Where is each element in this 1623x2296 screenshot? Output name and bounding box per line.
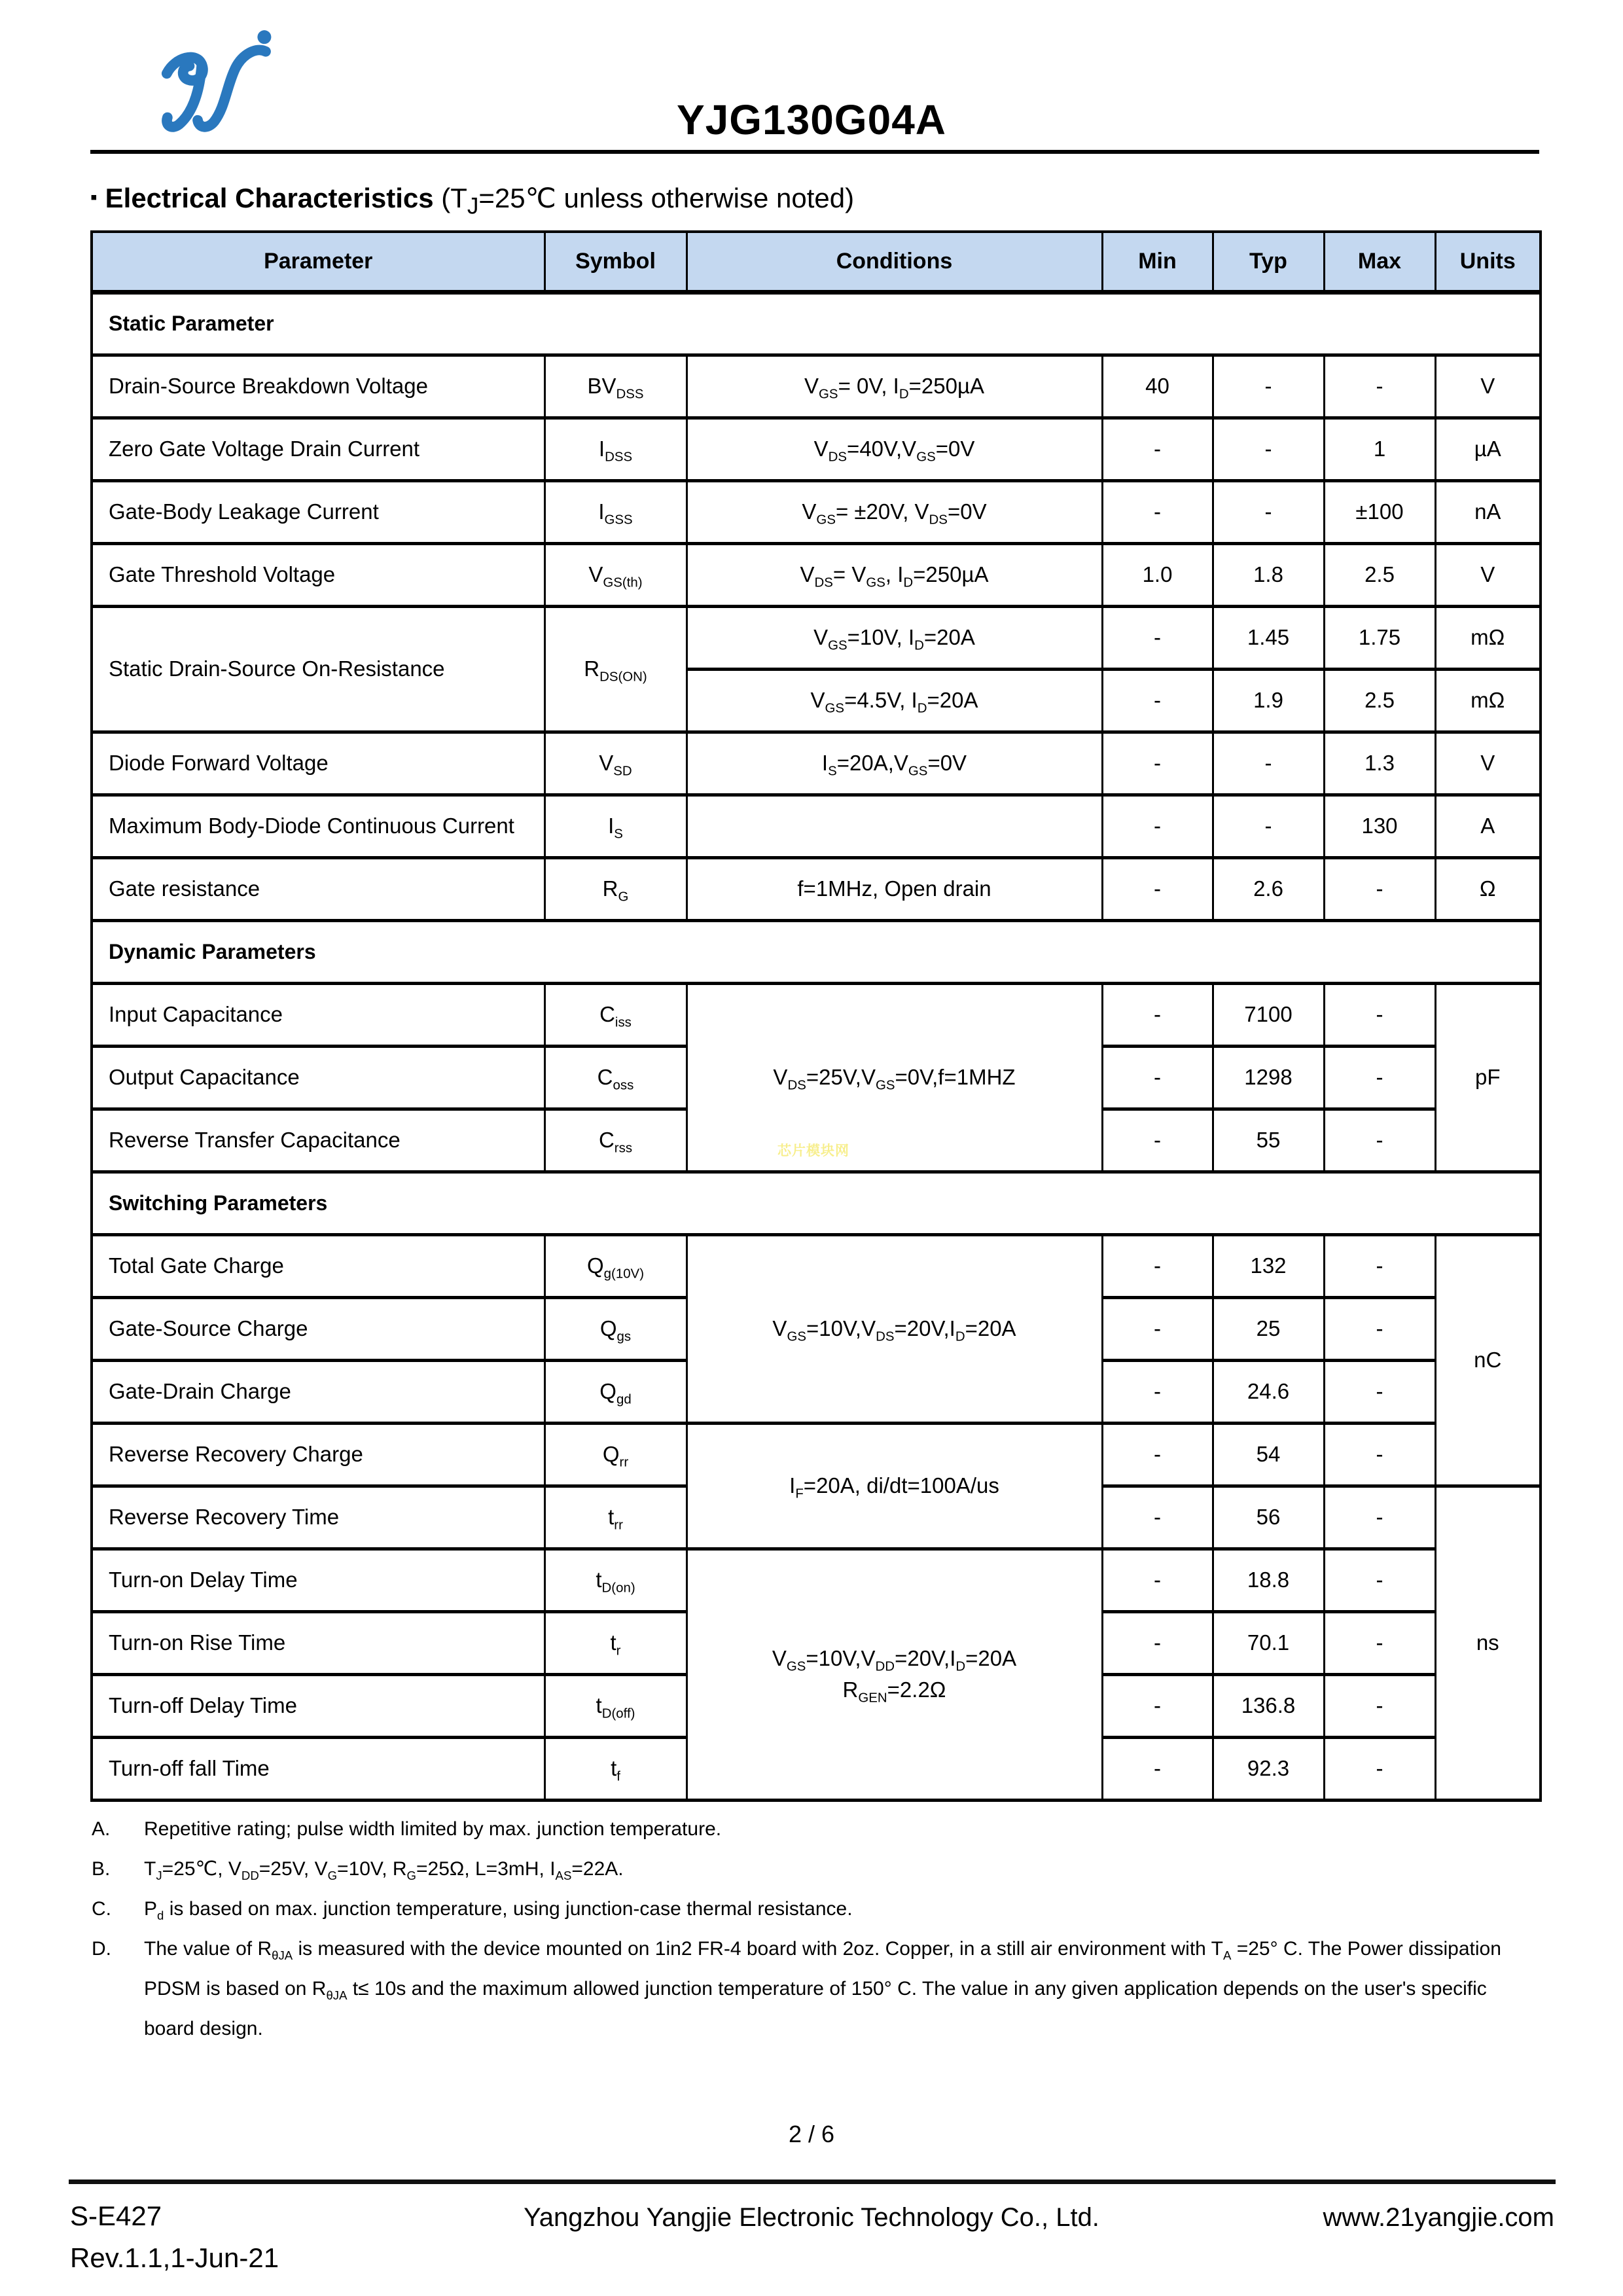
table-row [92, 1234, 1541, 1297]
units-cell: µA [1435, 418, 1541, 480]
parameter-cell: Zero Gate Voltage Drain Current [92, 418, 544, 480]
conditions-cell: $V_{GS}=4.5V$, $I_D=20A$ [687, 669, 1102, 732]
note-item [92, 1929, 1539, 2049]
typ-cell: 2.6 [1213, 857, 1324, 920]
min-cell: - [1102, 732, 1213, 795]
parameter-cell: Maximum Body-Diode Continuous Current [92, 795, 544, 857]
typ-cell: - [1213, 418, 1324, 480]
note-item [92, 1889, 1539, 1929]
page-title: YJG130G04A [676, 96, 947, 143]
symbol-cell: $V_{SD}$ [544, 732, 687, 795]
min-cell: - [1102, 606, 1213, 669]
max-cell: 130 [1324, 795, 1435, 857]
footer-doc-code: S-E427 [70, 2200, 162, 2231]
page-number: 2 / 6 [788, 2121, 835, 2147]
typ-cell: 92.3 [1213, 1737, 1324, 1800]
typ-cell: - [1213, 795, 1324, 857]
min-cell: 1.0 [1102, 543, 1213, 606]
group-row-static [92, 292, 1541, 355]
parameter-cell: Gate-Body Leakage Current [92, 480, 544, 543]
typ-cell: - [1213, 732, 1324, 795]
min-cell: - [1102, 1046, 1213, 1109]
min-cell: - [1102, 1674, 1213, 1737]
group-row-switching [92, 1172, 1541, 1234]
table-row [92, 480, 1541, 543]
table-row [92, 606, 1541, 669]
symbol-cell: $t_r$ [544, 1611, 687, 1674]
min-cell: - [1102, 1737, 1213, 1800]
units-cell: nA [1435, 480, 1541, 543]
typ-cell: 25 [1213, 1297, 1324, 1360]
min-cell: - [1102, 857, 1213, 920]
symbol-cell: $I_S$ [544, 795, 687, 857]
table-row [92, 543, 1541, 606]
parameter-cell: Reverse Recovery Time [92, 1486, 544, 1549]
min-cell: - [1102, 795, 1213, 857]
units-cell: A [1435, 795, 1541, 857]
table-row [92, 1423, 1541, 1486]
typ-cell: 1298 [1213, 1046, 1324, 1109]
symbol-cell: $I_{DSS}$ [544, 418, 687, 480]
max-cell: - [1324, 1360, 1435, 1423]
parameter-cell: Turn-on Delay Time [92, 1549, 544, 1611]
typ-cell: 54 [1213, 1423, 1324, 1486]
max-cell: - [1324, 1674, 1435, 1737]
column-header-units: Units [1435, 232, 1541, 292]
conditions-cell: $V_{DS}= V_{GS}$, $I_D=250\mu A$ [687, 543, 1102, 606]
units-cell: Ω [1435, 857, 1541, 920]
parameter-cell: Reverse Transfer Capacitance [92, 1109, 544, 1172]
min-cell: - [1102, 1297, 1213, 1360]
table-row [92, 795, 1541, 857]
parameter-cell: Gate Threshold Voltage [92, 543, 544, 606]
note-letter: A. [92, 1818, 111, 1840]
max-cell: - [1324, 355, 1435, 418]
parameter-cell: Total Gate Charge [92, 1234, 544, 1297]
typ-cell: 18.8 [1213, 1549, 1324, 1611]
conditions-cell: $V_{DS}=40V,V_{GS}=0V$ [687, 418, 1102, 480]
symbol-cell: $Q_{gs}$ [544, 1297, 687, 1360]
symbol-cell: $t_{rr}$ [544, 1486, 687, 1549]
parameter-cell: Drain-Source Breakdown Voltage [92, 355, 544, 418]
table-row [92, 355, 1541, 418]
max-cell: - [1324, 1737, 1435, 1800]
min-cell: - [1102, 1423, 1213, 1486]
units-cell: ns [1435, 1486, 1541, 1800]
parameter-cell: Turn-off fall Time [92, 1737, 544, 1800]
notes-section [92, 1809, 1539, 2049]
max-cell: - [1324, 1549, 1435, 1611]
units-cell: mΩ [1435, 669, 1541, 732]
symbol-cell: $t_{D(on)}$ [544, 1549, 687, 1611]
max-cell: - [1324, 1423, 1435, 1486]
symbol-cell: $Q_{g(10V)}$ [544, 1234, 687, 1297]
max-cell: ±100 [1324, 480, 1435, 543]
symbol-cell: $BV_{DSS}$ [544, 355, 687, 418]
table-row [92, 857, 1541, 920]
min-cell: - [1102, 418, 1213, 480]
table-row [92, 1549, 1541, 1611]
typ-cell: 56 [1213, 1486, 1324, 1549]
symbol-cell: $Q_{gd}$ [544, 1360, 687, 1423]
parameter-cell: Turn-on Rise Time [92, 1611, 544, 1674]
conditions-cell: $I_F=20A$, di/dt=100A/us [687, 1423, 1102, 1549]
note-text: $T_J=25℃$, $V_{DD}=25V$, $V_G=10V$, $R_G=25\Omega$, L=3mH, $I_{AS}=22A$. [144, 1858, 624, 1882]
max-cell: - [1324, 857, 1435, 920]
conditions-line: $R_{GEN}=2.2\Omega$ [842, 1677, 946, 1706]
parameter-cell: Gate resistance [92, 857, 544, 920]
typ-cell: 136.8 [1213, 1674, 1324, 1737]
section-heading [90, 182, 1539, 219]
group-label: Dynamic Parameters [92, 920, 1541, 983]
max-cell: - [1324, 983, 1435, 1046]
max-cell: 1.75 [1324, 606, 1435, 669]
typ-cell: 55 [1213, 1109, 1324, 1172]
max-cell: - [1324, 1109, 1435, 1172]
watermark: 芯片模块网 [777, 1143, 849, 1158]
footer-rule [69, 2179, 1556, 2184]
typ-cell: 70.1 [1213, 1611, 1324, 1674]
electrical-characteristics-table [90, 230, 1542, 1802]
typ-cell: 1.9 [1213, 669, 1324, 732]
max-cell: 2.5 [1324, 669, 1435, 732]
table-row [92, 418, 1541, 480]
typ-cell: - [1213, 355, 1324, 418]
conditions-cell [687, 1549, 1102, 1800]
units-cell: pF [1435, 983, 1541, 1172]
max-cell: 1.3 [1324, 732, 1435, 795]
max-cell: - [1324, 1046, 1435, 1109]
table-row [92, 732, 1541, 795]
note-text: Repetitive rating; pulse width limited by max. junction temperature. [144, 1818, 722, 1840]
max-cell: 1 [1324, 418, 1435, 480]
min-cell: - [1102, 480, 1213, 543]
typ-cell: 24.6 [1213, 1360, 1324, 1423]
note-item [92, 1809, 1539, 1849]
column-header-parameter: Parameter [92, 232, 544, 292]
symbol-cell: $Q_{rr}$ [544, 1423, 687, 1486]
typ-cell: 7100 [1213, 983, 1324, 1046]
symbol-cell: $I_{GSS}$ [544, 480, 687, 543]
typ-cell: 132 [1213, 1234, 1324, 1297]
typ-cell: 1.8 [1213, 543, 1324, 606]
units-cell: nC [1435, 1234, 1541, 1486]
min-cell: - [1102, 1486, 1213, 1549]
section-subtitle: ($T_J=25℃$ unless otherwise noted) [433, 183, 855, 219]
max-cell: 2.5 [1324, 543, 1435, 606]
min-cell: - [1102, 983, 1213, 1046]
conditions-cell: $V_{GS}= 0V$, $I_D=250\mu A$ [687, 355, 1102, 418]
parameter-cell: Output Capacitance [92, 1046, 544, 1109]
column-header-min: Min [1102, 232, 1213, 292]
parameter-cell: Turn-off Delay Time [92, 1674, 544, 1737]
min-cell: - [1102, 669, 1213, 732]
symbol-cell: $t_f$ [544, 1737, 687, 1800]
column-header-max: Max [1324, 232, 1435, 292]
min-cell: - [1102, 1109, 1213, 1172]
conditions-cell: $I_S=20A,V_{GS}=0V$ [687, 732, 1102, 795]
min-cell: - [1102, 1611, 1213, 1674]
note-text: The value of $R_{\theta JA}$ is measured with the device mounted on 1in2 FR-4 board with 2oz. Copper, in a still air environment with $T_A =25^\circ$ C. The Power dissipation PDSM is based on $R_{\theta JA}$ t≤ 10s and the maximum allowed junction temperature of 150° C. The value in any given application depends on the user's specific board design. [144, 1938, 1501, 2039]
symbol-cell: $C_{rss}$ [544, 1109, 687, 1172]
column-header-typ: Typ [1213, 232, 1324, 292]
group-label: Switching Parameters [92, 1172, 1541, 1234]
header-rule [90, 150, 1539, 154]
note-text: $P_d$ is based on max. junction temperature, using junction-case thermal resistance. [144, 1898, 853, 1922]
max-cell: - [1324, 1486, 1435, 1549]
typ-cell: - [1213, 480, 1324, 543]
symbol-cell: $C_{iss}$ [544, 983, 687, 1046]
max-cell: - [1324, 1297, 1435, 1360]
symbol-cell: $R_{DS(ON)}$ [544, 606, 687, 732]
note-letter: B. [92, 1858, 111, 1880]
note-item [92, 1849, 1539, 1889]
footer-company-name: Yangzhou Yangjie Electronic Technology Co., Ltd. [524, 2203, 1099, 2232]
parameter-cell: Input Capacitance [92, 983, 544, 1046]
parameter-cell: Diode Forward Voltage [92, 732, 544, 795]
section-title: Electrical Characteristics [105, 183, 434, 213]
conditions-cell: $V_{GS}= \pm 20V$, $V_{DS}=0V$ [687, 480, 1102, 543]
column-header-conditions: Conditions [687, 232, 1102, 292]
section-bullet: ▪ [90, 187, 98, 208]
note-letter: C. [92, 1898, 111, 1920]
symbol-cell: $C_{oss}$ [544, 1046, 687, 1109]
footer-website-link[interactable]: www.21yangjie.com [1323, 2203, 1554, 2232]
conditions-cell: $V_{GS}=10V,V_{DS}=20V,I_D=20A$ [687, 1234, 1102, 1423]
max-cell: - [1324, 1234, 1435, 1297]
conditions-cell: f=1MHz, Open drain [687, 857, 1102, 920]
conditions-cell: $V_{GS}=10V$, $I_D=20A$ [687, 606, 1102, 669]
group-label: Static Parameter [92, 292, 1541, 355]
footer-revision: Rev.1.1,1-Jun-21 [70, 2242, 279, 2273]
units-cell: V [1435, 355, 1541, 418]
max-cell: - [1324, 1611, 1435, 1674]
column-header-symbol: Symbol [544, 232, 687, 292]
parameter-cell: Gate-Drain Charge [92, 1360, 544, 1423]
conditions-cell [687, 795, 1102, 857]
symbol-cell: $R_G$ [544, 857, 687, 920]
parameter-cell: Reverse Recovery Charge [92, 1423, 544, 1486]
symbol-cell: $t_{D(off)}$ [544, 1674, 687, 1737]
min-cell: - [1102, 1549, 1213, 1611]
table-header-row [92, 232, 1541, 292]
units-cell: V [1435, 732, 1541, 795]
conditions-cell: $V_{DS}=25V,V_{GS}=0V,f=1MHZ$ [687, 983, 1102, 1172]
min-cell: 40 [1102, 355, 1213, 418]
units-cell: V [1435, 543, 1541, 606]
conditions-line: $V_{GS}=10V,V_{DD}=20V,I_D=20A$ [772, 1646, 1017, 1674]
parameter-cell: Static Drain-Source On-Resistance [92, 606, 544, 732]
min-cell: - [1102, 1234, 1213, 1297]
min-cell: - [1102, 1360, 1213, 1423]
typ-cell: 1.45 [1213, 606, 1324, 669]
symbol-cell: $V_{GS(th)}$ [544, 543, 687, 606]
note-letter: D. [92, 1938, 111, 1960]
table-row [92, 983, 1541, 1046]
group-row-dynamic [92, 920, 1541, 983]
parameter-cell: Gate-Source Charge [92, 1297, 544, 1360]
units-cell: mΩ [1435, 606, 1541, 669]
